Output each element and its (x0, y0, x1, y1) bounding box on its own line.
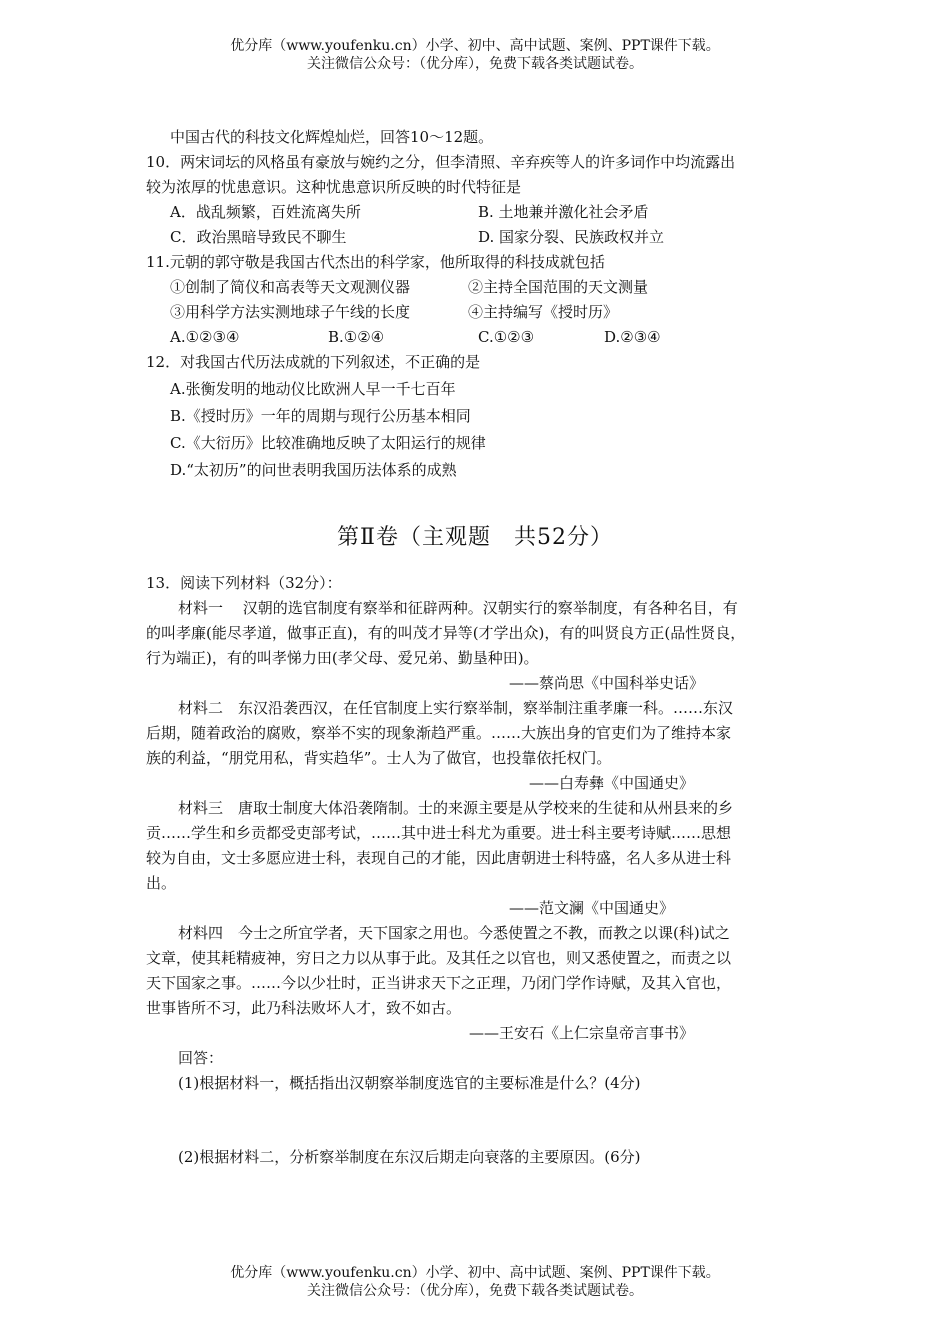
q11-stem: 11.元朝的郭守敬是我国古代杰出的科学家，他所取得的科技成就包括 (146, 253, 605, 271)
material-3-line-3: 较为自由，文士多愿应进士科，表现自己的才能，因此唐朝进士科特盛，名人多从进士科 (146, 849, 732, 867)
material-4-line-3: 天下国家之事。……今以少壮时，正当讲求天下之正理，乃闭门学作诗赋，及其入官也， (146, 974, 732, 992)
q11-option-a: A.①②③④ (170, 328, 240, 346)
q13-stem: 13．阅读下列材料（32分）： (146, 574, 342, 592)
material-1-line-3: 行为端正)，有的叫孝悌力田(孝父母、爱兄弟、勤垦种田)。 (146, 649, 539, 667)
material-4-line-1: 材料四 今士之所宜学者，天下国家之用也。今悉使置之不教，而教之以课(科)试之 (178, 924, 730, 942)
footer-line-1: 优分库（www.youfenku.cn）小学、初中、高中试题、案例、PPT课件下载。 (230, 1265, 720, 1281)
material-1-line-2: 的叫孝廉(能尽孝道，做事正直)，有的叫茂才异等(才学出众)，有的叫贤良方正(品性贤良， (146, 624, 746, 642)
sub-question-1: (1)根据材料一，概括指出汉朝察举制度选官的主要标准是什么？(4分) (178, 1074, 641, 1092)
q10-option-b: B. 土地兼并激化社会矛盾 (478, 203, 649, 221)
q11-option-c: C.①②③ (478, 328, 535, 346)
q10-option-c: C．政治黑暗导致民不聊生 (170, 228, 347, 246)
q12-option-d: D.“太初历”的问世表明我国历法体系的成熟 (170, 461, 457, 479)
material-2-line-2: 后期，随着政治的腐败，察举不实的现象渐趋严重。……大族出身的官吏们为了维持本家 (146, 724, 732, 742)
q12-stem: 12．对我国古代历法成就的下列叙述，不正确的是 (146, 353, 481, 371)
header-line-2: 关注微信公众号：（优分库），免费下载各类试题试卷。 (307, 56, 643, 72)
q12-option-c: C.《大衍历》比较准确地反映了太阳运行的规律 (170, 434, 486, 452)
q11-item-3: ③用科学方法实测地球子午线的长度 (170, 303, 411, 321)
q12-option-b: B.《授时历》一年的周期与现行公历基本相同 (170, 407, 471, 425)
material-2-line-1: 材料二 东汉沿袭西汉，在任官制度上实行察举制，察举制注重孝廉一科。……东汉 (178, 699, 734, 717)
material-3-line-2: 贡……学生和乡贡都受吏部考试，……其中进士科尤为重要。进士科主要考诗赋……思想 (146, 824, 732, 842)
material-3-line-4: 出。 (146, 874, 177, 892)
material-2-line-3: 族的利益，“朋党用私，背实趋华”。士人为了做官，也投靠依托权门。 (146, 749, 612, 767)
q11-item-1: ①创制了简仪和高表等天文观测仪器 (170, 278, 411, 296)
material-4-line-4: 世事皆所不习，此乃科法败坏人才，致不如古。 (146, 999, 462, 1017)
material-4-line-2: 文章，使其耗精疲神，穷日之力以从事于此。及其任之以官也，则又悉使置之，而责之以 (146, 949, 732, 967)
intro-text: 中国古代的科技文化辉煌灿烂，回答10～12题。 (170, 128, 494, 146)
q11-option-d: D.②③④ (604, 328, 661, 346)
material-3-source: ——范文澜《中国通史》 (508, 899, 674, 917)
answer-label: 回答： (178, 1049, 224, 1067)
material-3-line-1: 材料三 唐取士制度大体沿袭隋制。士的来源主要是从学校来的生徒和从州县来的乡 (178, 799, 734, 817)
q10-stem-line-1: 10．两宋词坛的风格虽有豪放与婉约之分，但李清照、辛弃疾等人的许多词作中均流露出 (146, 153, 736, 171)
footer-line-2: 关注微信公众号：（优分库），免费下载各类试题试卷。 (307, 1283, 643, 1299)
q11-item-4: ④主持编写《授时历》 (468, 303, 619, 321)
sub-question-2: (2)根据材料二，分析察举制度在东汉后期走向衰落的主要原因。(6分) (178, 1148, 641, 1166)
header-line-1: 优分库（www.youfenku.cn）小学、初中、高中试题、案例、PPT课件下载。 (230, 38, 720, 54)
q10-stem-line-2: 较为浓厚的忧患意识。这种忧患意识所反映的时代特征是 (146, 178, 522, 196)
q10-option-d: D. 国家分裂、民族政权并立 (478, 228, 665, 246)
material-2-source: ——白寿彝《中国通史》 (528, 774, 694, 792)
section-title: 第Ⅱ卷（主观题 共52分） (337, 525, 613, 550)
q11-option-b: B.①②④ (328, 328, 385, 346)
q12-option-a: A.张衡发明的地动仪比欧洲人早一千七百年 (170, 380, 456, 398)
q11-item-2: ②主持全国范围的天文测量 (468, 278, 649, 296)
q10-option-a: A．战乱频繁，百姓流离失所 (170, 203, 361, 221)
material-1-source: ——蔡尚思《中国科举史话》 (508, 674, 704, 692)
material-1-line-1: 材料一 汉朝的选官制度有察举和征辟两种。汉朝实行的察举制度，有各种名目，有 (178, 599, 738, 617)
material-4-source: ——王安石《上仁宗皇帝言事书》 (468, 1024, 694, 1042)
